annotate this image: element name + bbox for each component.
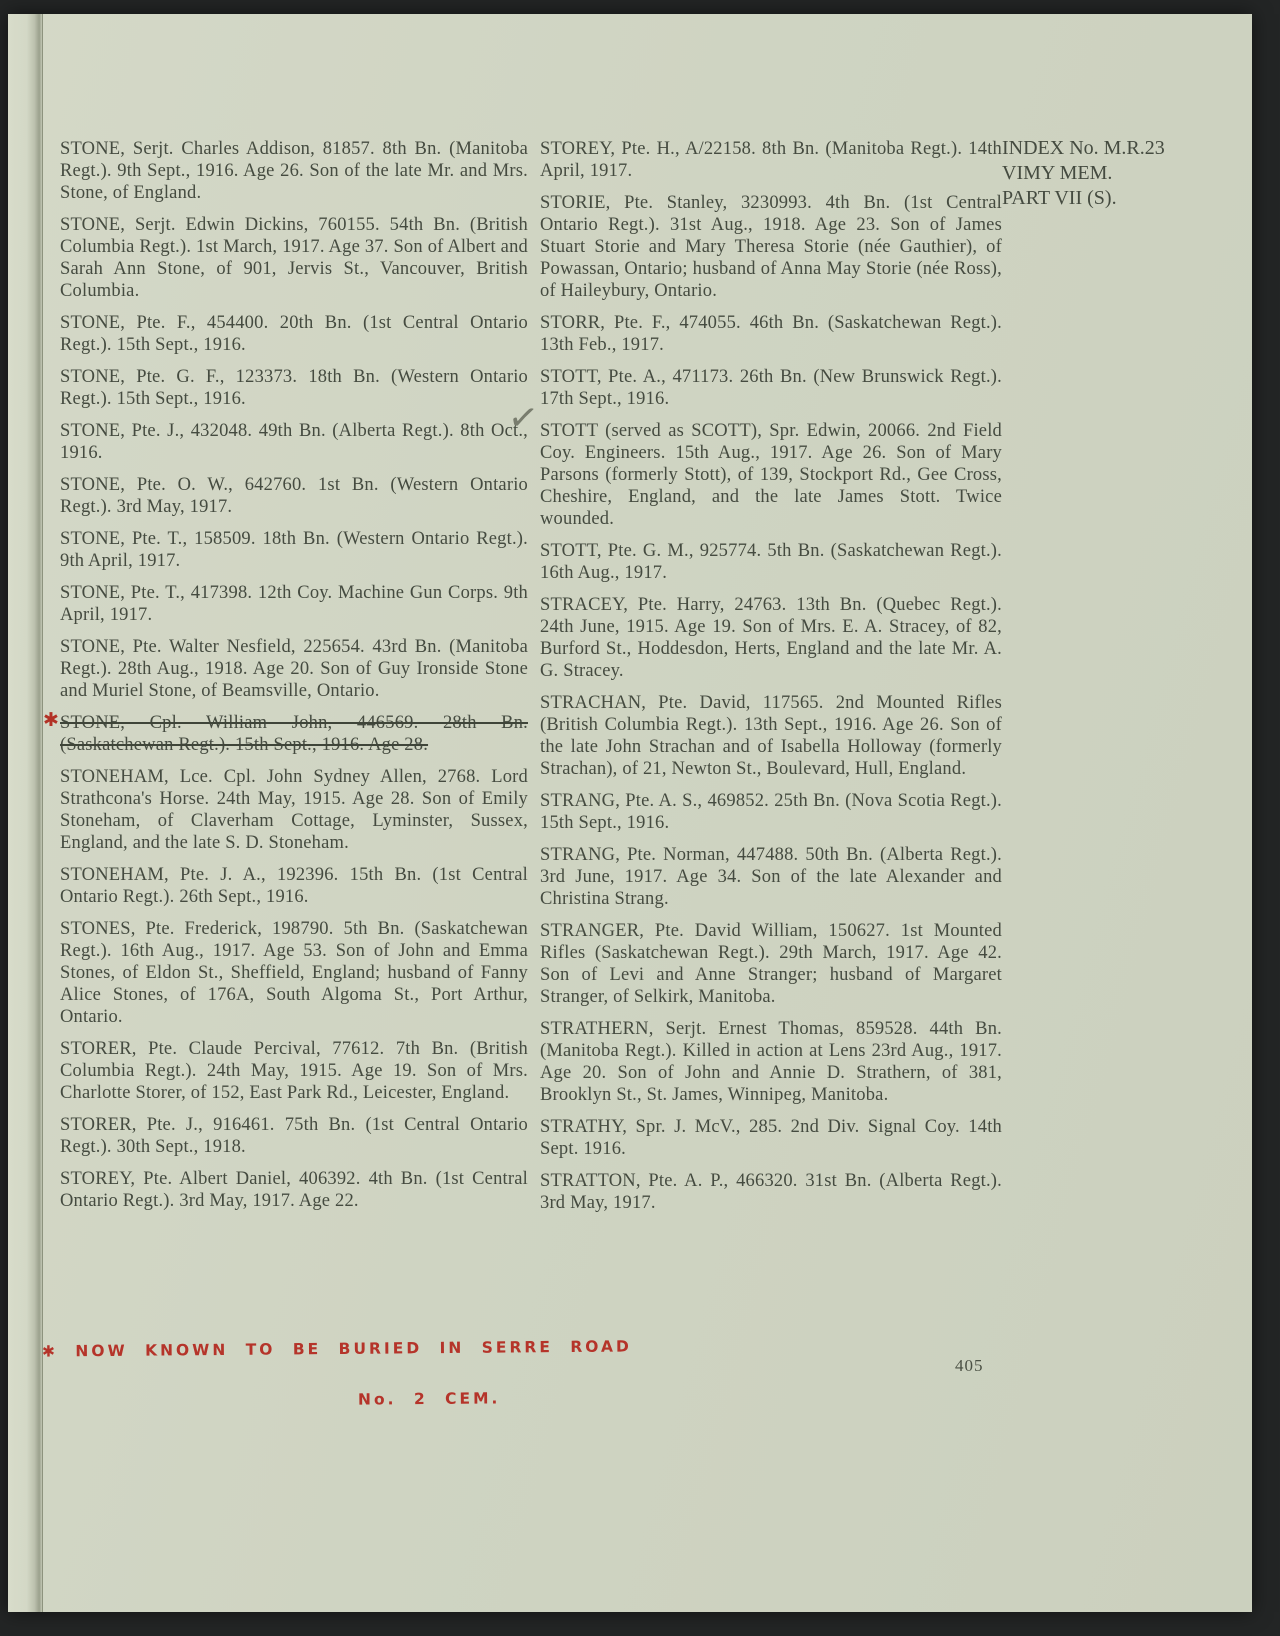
entry-text: STOTT, Pte. A., 471173. 26th Bn. (New Brunswick Regt.). 17th Sept., 1916. <box>540 367 1002 409</box>
register-entry <box>540 1170 1002 1214</box>
entry-text: STONEHAM, Lce. Cpl. John Sydney Allen, 2768. Lord Strathcona's Horse. 24th May, 1915. Age 28. Son of Emily Stoneham, of Claverham Cottage, Lyminster, Sussex, England, and the late S. D. Stoneham. <box>60 767 528 853</box>
entry-text: STONE, Serjt. Charles Addison, 81857. 8th Bn. (Manitoba Regt.). 9th Sept., 1916. Age 26. Son of the late Mr. and Mrs. Stone, of England. <box>60 139 528 203</box>
register-entry <box>540 692 1002 780</box>
register-entry <box>60 420 528 464</box>
entry-text: STONE, Serjt. Edwin Dickins, 760155. 54th Bn. (British Columbia Regt.). 1st March, 1917. Age 37. Son of Albert and Sarah Ann Stone, of 901, Jervis St., Vancouver, British Columbia. <box>60 215 528 301</box>
book-page <box>8 14 1252 1612</box>
entry-text: STORR, Pte. F., 474055. 46th Bn. (Saskatchewan Regt.). 13th Feb., 1917. <box>540 313 1002 355</box>
register-entry <box>43 709 528 756</box>
register-entry <box>60 1168 528 1212</box>
entry-text: STONE, Pte. G. F., 123373. 18th Bn. (Western Ontario Regt.). 15th Sept., 1916. <box>60 367 528 409</box>
register-entry <box>540 366 1002 410</box>
page-number: 405 <box>955 1356 984 1375</box>
entry-text: STONE, Pte. O. W., 642760. 1st Bn. (Western Ontario Regt.). 3rd May, 1917. <box>60 475 528 517</box>
entry-text: STOTT (served as SCOTT), Spr. Edwin, 20066. 2nd Field Coy. Engineers. 15th Aug., 1917. Age 26. Son of Mary Parsons (formerly Stott), of 139, Stockport Rd., Gee Cross, Cheshire, England, and the late James Stott. Twice wounded. <box>540 421 1002 529</box>
handwritten-note-line1: ✱ NOW KNOWN TO BE BURIED IN SERRE ROAD <box>41 1337 632 1361</box>
pencil-checkmark-icon: ✓ <box>505 396 542 441</box>
register-entry <box>540 920 1002 1008</box>
register-entry <box>505 396 1002 530</box>
entry-text: STRATTON, Pte. A. P., 466320. 31st Bn. (Alberta Regt.). 3rd May, 1917. <box>540 1171 1002 1213</box>
register-entry <box>60 214 528 302</box>
entry-text: STOTT, Pte. G. M., 925774. 5th Bn. (Saskatchewan Regt.). 16th Aug., 1917. <box>540 541 1002 583</box>
entry-text: STORIE, Pte. Stanley, 3230993. 4th Bn. (1st Central Ontario Regt.). 31st Aug., 1918. Age 23. Son of James Stuart Storie and Mary Theresa Storie (née Gauthier), of Powassan, Ontario; husband of Anna May Storie (née Ross), of Haileybury, Ontario. <box>540 193 1002 301</box>
register-entry <box>60 918 528 1028</box>
register-entry <box>540 312 1002 356</box>
left-column <box>43 138 528 1222</box>
entry-text: STRACHAN, Pte. David, 117565. 2nd Mounted Rifles (British Columbia Regt.). 13th Sept., 1916. Age 26. Son of the late John Strachan and of Isabella Holloway (formerly Strachan), of 21, Newton St., Boulevard, Hull, England. <box>540 693 1002 779</box>
entry-text: STRATHERN, Serjt. Ernest Thomas, 859528. 44th Bn. (Manitoba Regt.). Killed in action at Lens 23rd Aug., 1917. Age 20. Son of John and Annie D. Strathern, of 381, Brooklyn St., St. James, Winnipeg, Manitoba. <box>540 1019 1002 1105</box>
register-entry <box>540 138 1002 182</box>
part-label: PART VII (S). <box>1002 187 1117 209</box>
entry-text: STRANGER, Pte. David William, 150627. 1st Mounted Rifles (Saskatchewan Regt.). 29th March, 1917. Age 42. Son of Levi and Anne Stranger; husband of Margaret Stranger, of Selkirk, Manitoba. <box>540 921 1002 1007</box>
register-entry <box>540 844 1002 910</box>
entry-text: STONEHAM, Pte. J. A., 192396. 15th Bn. (1st Central Ontario Regt.). 26th Sept., 1916. <box>60 865 528 907</box>
entry-text: STRACEY, Pte. Harry, 24763. 13th Bn. (Quebec Regt.). 24th June, 1915. Age 19. Son of Mrs. E. A. Stracey, of 82, Burford St., Hoddesdon, Herts, England and the late Mr. A. G. Stracey. <box>540 595 1002 681</box>
register-entry <box>540 594 1002 682</box>
register-entry <box>60 582 528 626</box>
register-entry <box>60 474 528 518</box>
page-gutter-edge <box>8 14 43 1612</box>
entry-text: STRANG, Pte. Norman, 447488. 50th Bn. (Alberta Regt.). 3rd June, 1917. Age 34. Son of the late Alexander and Christina Strang. <box>540 845 1002 909</box>
register-entry <box>540 1116 1002 1160</box>
entry-text: STONE, Cpl. William John, 446569. 28th Bn. (Saskatchewan Regt.). 15th Sept., 1916. Age 28. <box>60 713 528 755</box>
register-entry <box>60 366 528 410</box>
right-column <box>505 138 1002 1224</box>
register-entry <box>60 766 528 854</box>
entry-text: STONE, Pte. T., 417398. 12th Coy. Machine Gun Corps. 9th April, 1917. <box>60 583 528 625</box>
register-entry <box>60 636 528 702</box>
entry-text: STORER, Pte. J., 916461. 75th Bn. (1st Central Ontario Regt.). 30th Sept., 1918. <box>60 1115 528 1157</box>
entry-text: STONES, Pte. Frederick, 198790. 5th Bn. (Saskatchewan Regt.). 16th Aug., 1917. Age 53. Son of John and Emma Stones, of Eldon St., Sheffield, England; husband of Fanny Alice Stones, of 176A, South Algoma St., Port Arthur, Ontario. <box>60 919 528 1027</box>
entry-text: STRATHY, Spr. J. McV., 285. 2nd Div. Signal Coy. 14th Sept. 1916. <box>540 1117 1002 1159</box>
entry-text: STOREY, Pte. H., A/22158. 8th Bn. (Manitoba Regt.). 14th April, 1917. <box>540 139 1002 181</box>
red-asterisk-icon: ✱ <box>43 709 60 731</box>
entry-text: STONE, Pte. T., 158509. 18th Bn. (Western Ontario Regt.). 9th April, 1917. <box>60 529 528 571</box>
register-entry <box>60 1038 528 1104</box>
register-entry <box>60 528 528 572</box>
register-entry <box>60 1114 528 1158</box>
entry-text: STOREY, Pte. Albert Daniel, 406392. 4th Bn. (1st Central Ontario Regt.). 3rd May, 1917. Age 22. <box>60 1169 528 1211</box>
register-entry <box>60 864 528 908</box>
entry-text: STONE, Pte. Walter Nesfield, 225654. 43rd Bn. (Manitoba Regt.). 28th Aug., 1918. Age 20. Son of Guy Ironside Stone and Muriel Stone, of Beamsville, Ontario. <box>60 637 528 701</box>
entry-text: STONE, Pte. J., 432048. 49th Bn. (Alberta Regt.). 8th Oct., 1916. <box>60 421 528 463</box>
memorial-name: VIMY MEM. <box>1002 162 1113 184</box>
register-entry <box>540 192 1002 302</box>
entry-text: STRANG, Pte. A. S., 469852. 25th Bn. (Nova Scotia Regt.). 15th Sept., 1916. <box>540 791 1002 833</box>
register-entry <box>540 790 1002 834</box>
register-entry <box>540 540 1002 584</box>
index-heading <box>1002 136 1207 211</box>
register-entry <box>60 138 528 204</box>
handwritten-note-line2: No. 2 CEM. <box>357 1389 501 1409</box>
register-entry <box>60 312 528 356</box>
register-entry <box>540 1018 1002 1106</box>
index-number: INDEX No. M.R.23 <box>1002 137 1165 159</box>
entry-text: STORER, Pte. Claude Percival, 77612. 7th Bn. (British Columbia Regt.). 24th May, 1915. Age 19. Son of Mrs. Charlotte Storer, of 152, East Park Rd., Leicester, England. <box>60 1039 528 1103</box>
entry-text: STONE, Pte. F., 454400. 20th Bn. (1st Central Ontario Regt.). 15th Sept., 1916. <box>60 313 528 355</box>
